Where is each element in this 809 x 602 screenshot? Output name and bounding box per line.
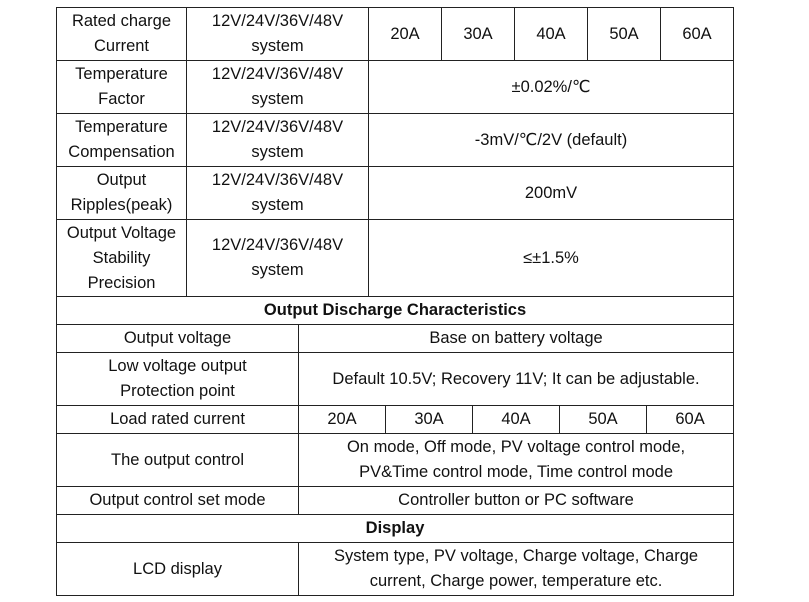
load-rated-current-value: 30A xyxy=(386,406,473,434)
temperature-compensation-row xyxy=(57,114,734,167)
voltage-stability-system: 12V/24V/36V/48V system xyxy=(187,220,369,297)
output-control-set-mode-row xyxy=(57,487,734,515)
display-section-header xyxy=(57,515,734,543)
output-ripples-value: 200mV xyxy=(369,167,734,220)
discharge-section-header xyxy=(57,297,734,325)
rated-charge-current-label: Rated charge Current xyxy=(57,8,187,61)
output-voltage-row xyxy=(57,325,734,353)
rated-charge-current-value: 50A xyxy=(588,8,661,61)
charge-spec-table xyxy=(56,7,734,297)
voltage-stability-row xyxy=(57,220,734,297)
display-section-title: Display xyxy=(57,515,734,543)
output-ripples-system: 12V/24V/36V/48V system xyxy=(187,167,369,220)
rated-charge-current-system: 12V/24V/36V/48V system xyxy=(187,8,369,61)
output-ripples-row xyxy=(57,167,734,220)
discharge-section-title: Output Discharge Characteristics xyxy=(57,297,734,325)
low-voltage-protection-row xyxy=(57,353,734,406)
output-voltage-label: Output voltage xyxy=(57,325,299,353)
output-control-label: The output control xyxy=(57,434,299,487)
output-control-set-mode-value: Controller button or PC software xyxy=(299,487,734,515)
lcd-display-value: System type, PV voltage, Charge voltage, Charge current, Charge power, temperature etc. xyxy=(299,543,734,596)
load-rated-current-value: 60A xyxy=(647,406,734,434)
lcd-display-label: LCD display xyxy=(57,543,299,596)
lcd-display-row xyxy=(57,543,734,596)
rated-charge-current-value: 20A xyxy=(369,8,442,61)
load-rated-current-value: 50A xyxy=(560,406,647,434)
output-control-value: On mode, Off mode, PV voltage control mode, PV&Time control mode, Time control mode xyxy=(299,434,734,487)
load-rated-current-label: Load rated current xyxy=(57,406,299,434)
load-rated-current-value: 40A xyxy=(473,406,560,434)
rated-charge-current-value: 40A xyxy=(515,8,588,61)
temperature-factor-system: 12V/24V/36V/48V system xyxy=(187,61,369,114)
temperature-compensation-value: -3mV/℃/2V (default) xyxy=(369,114,734,167)
rated-charge-current-value: 30A xyxy=(442,8,515,61)
output-voltage-value: Base on battery voltage xyxy=(299,325,734,353)
rated-charge-current-row xyxy=(57,8,734,61)
low-voltage-protection-value: Default 10.5V; Recovery 11V; It can be adjustable. xyxy=(299,353,734,406)
discharge-spec-table xyxy=(56,296,734,596)
rated-charge-current-value: 60A xyxy=(661,8,734,61)
voltage-stability-label: Output Voltage Stability Precision xyxy=(57,220,187,297)
output-ripples-label: Output Ripples(peak) xyxy=(57,167,187,220)
load-rated-current-value: 20A xyxy=(299,406,386,434)
temperature-compensation-system: 12V/24V/36V/48V system xyxy=(187,114,369,167)
temperature-factor-label: Temperature Factor xyxy=(57,61,187,114)
spec-sheet xyxy=(56,7,733,596)
output-control-row xyxy=(57,434,734,487)
voltage-stability-value: ≤±1.5% xyxy=(369,220,734,297)
low-voltage-protection-label: Low voltage output Protection point xyxy=(57,353,299,406)
temperature-compensation-label: Temperature Compensation xyxy=(57,114,187,167)
temperature-factor-row xyxy=(57,61,734,114)
output-control-set-mode-label: Output control set mode xyxy=(57,487,299,515)
temperature-factor-value: ±0.02%/℃ xyxy=(369,61,734,114)
load-rated-current-row xyxy=(57,406,734,434)
